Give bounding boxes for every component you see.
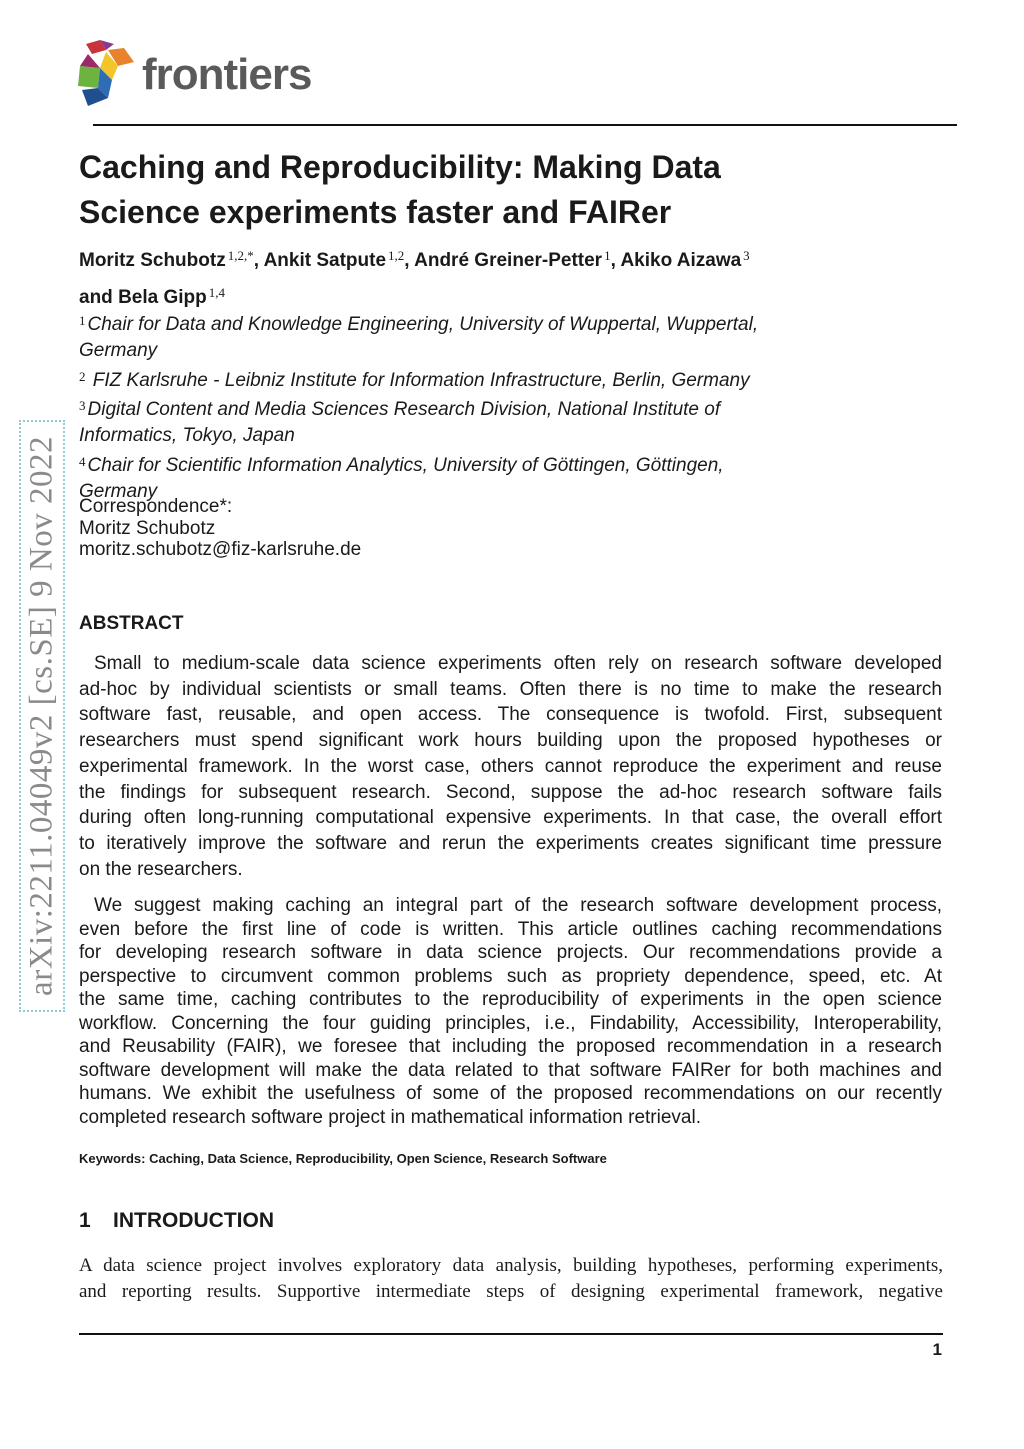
affiliation-text: Informatics, Tokyo, Japan: [79, 425, 295, 447]
correspondence-label: Correspondence*:: [79, 496, 233, 517]
affiliation-text: Germany: [79, 480, 158, 502]
abstract-line: during often long-running computational expensive experiments. In that case, the overall effort: [79, 807, 942, 829]
affiliation-text: Chair for Scientific Information Analytics, University of Göttingen, Göttingen,: [87, 454, 724, 476]
abstract-line: humans. We exhibit the usefulness of some of the proposed recommendations on our recently: [79, 1083, 942, 1104]
abstract-line: to iteratively improve the software and rerun the experiments creates significant time pressure: [79, 832, 942, 854]
affiliation-number: 3: [79, 398, 86, 414]
author-conjunction: and: [79, 287, 119, 308]
abstract-line: Small to medium-scale data science experiments often rely on research software developed: [94, 653, 942, 674]
abstract-line: the findings for subsequent research. Second, suppose the ad-hoc research software fails: [79, 781, 942, 803]
affiliation-number: 1: [79, 313, 86, 328]
abstract-line: and Reusability (FAIR), we foresee that including the proposed recommendation in a research: [79, 1036, 942, 1057]
keywords: Keywords: Caching, Data Science, Reproducibility, Open Science, Research Software: [79, 1151, 607, 1166]
abstract-line: We suggest making caching an integral part of the research software development process,: [94, 895, 942, 916]
author-affiliation-mark: 1,2: [388, 248, 405, 263]
author-affiliation-mark: 1,2,*: [227, 248, 254, 263]
author-name: André Greiner-Petter: [414, 250, 603, 271]
author-list: [79, 240, 939, 314]
affiliation: [79, 364, 939, 394]
affiliation-text: FIZ Karlsruhe - Leibniz Institute for Information Infrastructure, Berlin, Germany: [87, 369, 750, 391]
affiliation: [79, 338, 939, 364]
abstract-line: even before the first line of code is written. This article outlines caching recommendations: [79, 918, 942, 940]
author-name: Ankit Satpute: [263, 250, 387, 271]
author-affiliation-mark: 1: [604, 248, 611, 263]
abstract-line: ad-hoc by individual scientists or small teams. Often there is no time to make the research: [79, 678, 942, 700]
intro-line: A data science project involves exploratory data analysis, building hypotheses, performing experiments,: [79, 1255, 943, 1276]
section-title: INTRODUCTION: [113, 1209, 274, 1232]
author-separator: ,: [404, 250, 415, 271]
frontiers-cube-icon: [78, 40, 138, 112]
author-affiliation-mark: 1,4: [208, 285, 225, 300]
affiliation: [79, 449, 939, 479]
intro-line: and reporting results. Supportive intermediate steps of designing experimental framework, negative: [79, 1281, 943, 1302]
author-separator: ,: [253, 250, 264, 271]
affiliation: [79, 393, 939, 423]
intro-paragraph: [79, 1253, 943, 1305]
affiliation: [79, 308, 939, 338]
abstract-line: completed research software project in mathematical information retrieval.: [79, 1106, 701, 1128]
abstract-line: the same time, caching contributes to the reproducibility of experiments in the open science: [79, 989, 942, 1010]
footer-rule: [79, 1333, 943, 1335]
affiliation-number: 2: [79, 368, 86, 384]
abstract-line: experimental framework. In the worst case, others cannot reproduce the experiment and reuse: [79, 755, 942, 777]
affiliation-text: Digital Content and Media Sciences Research Division, National Institute of: [87, 399, 721, 421]
author-name: Bela Gipp: [118, 287, 207, 308]
header-rule: [93, 124, 957, 126]
abstract-heading: ABSTRACT: [79, 613, 184, 634]
abstract-line: software fast, reusable, and open access. The consequence is twofold. First, subsequent: [79, 704, 942, 726]
correspondence-block: [79, 496, 361, 561]
affiliation: [79, 423, 939, 449]
abstract-line: software development will make the data related to that software FAIRer for both machines and: [79, 1059, 942, 1081]
correspondence-name: Moritz Schubotz: [79, 517, 216, 539]
abstract-line: on the researchers.: [79, 858, 243, 880]
abstract-line: perspective to circumvent common problems such as propriety dependence, speed, etc. At: [79, 965, 942, 987]
abstract-line: researchers must spend significant work hours building upon the proposed hypotheses or: [79, 730, 942, 752]
paper-title: [79, 145, 939, 235]
page-number: 1: [932, 1340, 942, 1359]
affiliation-text: Germany: [79, 339, 158, 361]
affiliation-number: 4: [79, 453, 86, 469]
author-affiliation-mark: 3: [743, 248, 750, 263]
frontiers-logo: [78, 40, 338, 112]
title-line: Science experiments faster and FAIRer: [79, 194, 672, 230]
author-name: Moritz Schubotz: [79, 250, 226, 271]
affiliation-list: [79, 308, 939, 505]
abstract-line: workflow. Concerning the four guiding principles, i.e., Findability, Accessibility, Interoperability,: [79, 1012, 942, 1034]
affiliation-text: Chair for Data and Knowledge Engineering, University of Wuppertal, Wuppertal,: [87, 314, 759, 335]
correspondence-email[interactable]: moritz.schubotz@fiz-karlsruhe.de: [79, 539, 362, 560]
section-number: 1: [79, 1209, 91, 1232]
author-name: Akiko Aizawa: [620, 250, 742, 271]
arxiv-stamp: arXiv:2211.04049v2 [cs.SE] 9 Nov 2022: [23, 436, 60, 996]
abstract-paragraph: [79, 651, 942, 882]
abstract-line: for developing research software in data science projects. Our recommendations provide a: [79, 942, 942, 963]
section-heading: [79, 1209, 274, 1233]
title-line: Caching and Reproducibility: Making Data: [79, 149, 721, 185]
abstract-paragraph: [79, 894, 942, 1129]
author-separator: ,: [610, 250, 621, 271]
brand-name: frontiers: [142, 50, 312, 99]
